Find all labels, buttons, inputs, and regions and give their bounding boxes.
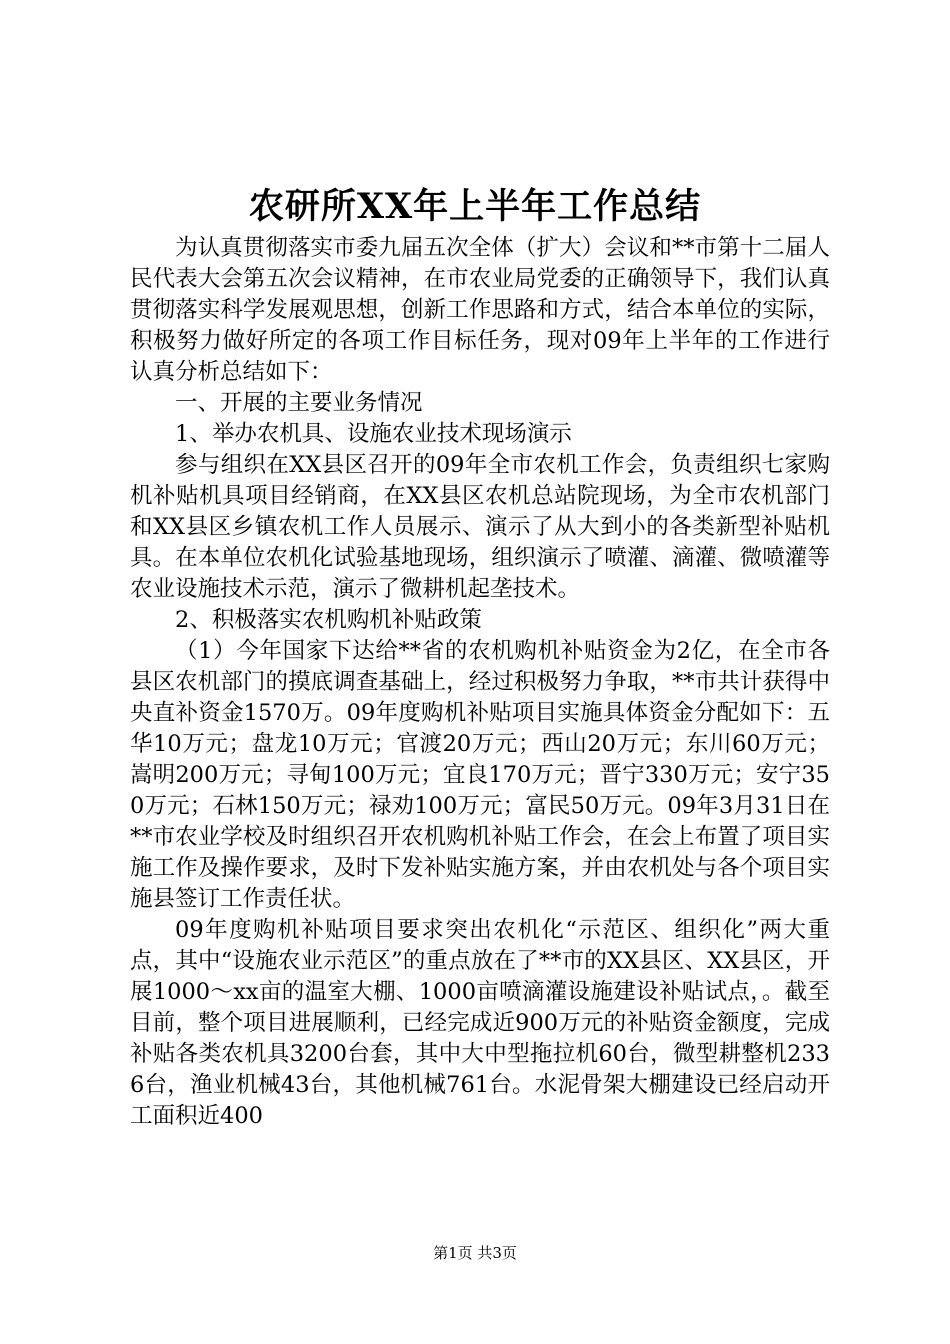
intro-paragraph: 为认真贯彻落实市委九届五次全体（扩大）会议和**市第十二届人民代表大会第五次会议精神，在市农业局党委的正确领导下，我们认真贯彻落实科学发展观思想，创新工作思路和方式，结合本单位的实际，积极努力做好所定的各项工作目标任务，现对09年上半年的工作进行认真分析总结如下： [130, 235, 830, 385]
body-paragraph: （1）今年国家下达给**省的农机购机补贴资金为2亿，在全市各县区农机部门的摸底调查基础上，经过积极努力争取，**市共计获得中央直补资金1570万。09年度购机补贴项目实施具体资金分配如下：五华10万元；盘龙10万元；官渡20万元；西山20万元；东川60万元；嵩明200万元；寻甸100万元；宜良170万元；晋宁330万元；安宁350万元；石林150万元；禄劝100万元；富民50万元。09年3月31日在**市农业学校及时组织召开农机购机补贴工作会，在会上布置了项目实施工作及操作要求，及时下发补贴实施方案，并由农机处与各个项目实施县签订工作责任状。 [130, 638, 830, 912]
section-heading: 一、开展的主要业务情况 [175, 390, 423, 416]
body-paragraph: 09年度购机补贴项目要求突出农机化“示范区、组织化”两大重点，其中“设施农业示范区”的重点放在了**市的XX县区、XX县区，开展1000～xx亩的温室大棚、1000亩喷滴灌设施建设补贴试点，。截至目前，整个项目进展顺利，已经完成近900万元的补贴资金额度，完成补贴各类农机具3200台套，其中大中型拖拉机60台，微型耕整机2336台，渔业机械43台，其他机械761台。水泥骨架大棚建设已经启动开工面积近400 [130, 917, 830, 1129]
subsection-heading: 1、举办农机具、设施农业技术现场演示 [175, 421, 572, 447]
document-title: 农研所XX年上半年工作总结 [248, 186, 702, 227]
body-paragraph: 参与组织在XX县区召开的09年全市农机工作会，负责组织七家购机补贴机具项目经销商，在XX县区农机总站院现场，为全市农机部门和XX县区乡镇农机工作人员展示、演示了从大到小的各类新型补贴机具。在本单位农机化试验基地现场，组织演示了喷灌、滴灌、微喷灌等农业设施技术示范，演示了微耕机起垄技术。 [130, 452, 830, 602]
page-footer: 第1页 共3页 [433, 1244, 517, 1262]
document-body [130, 233, 830, 1132]
subsection-heading: 2、积极落实农机购机补贴政策 [175, 607, 482, 633]
